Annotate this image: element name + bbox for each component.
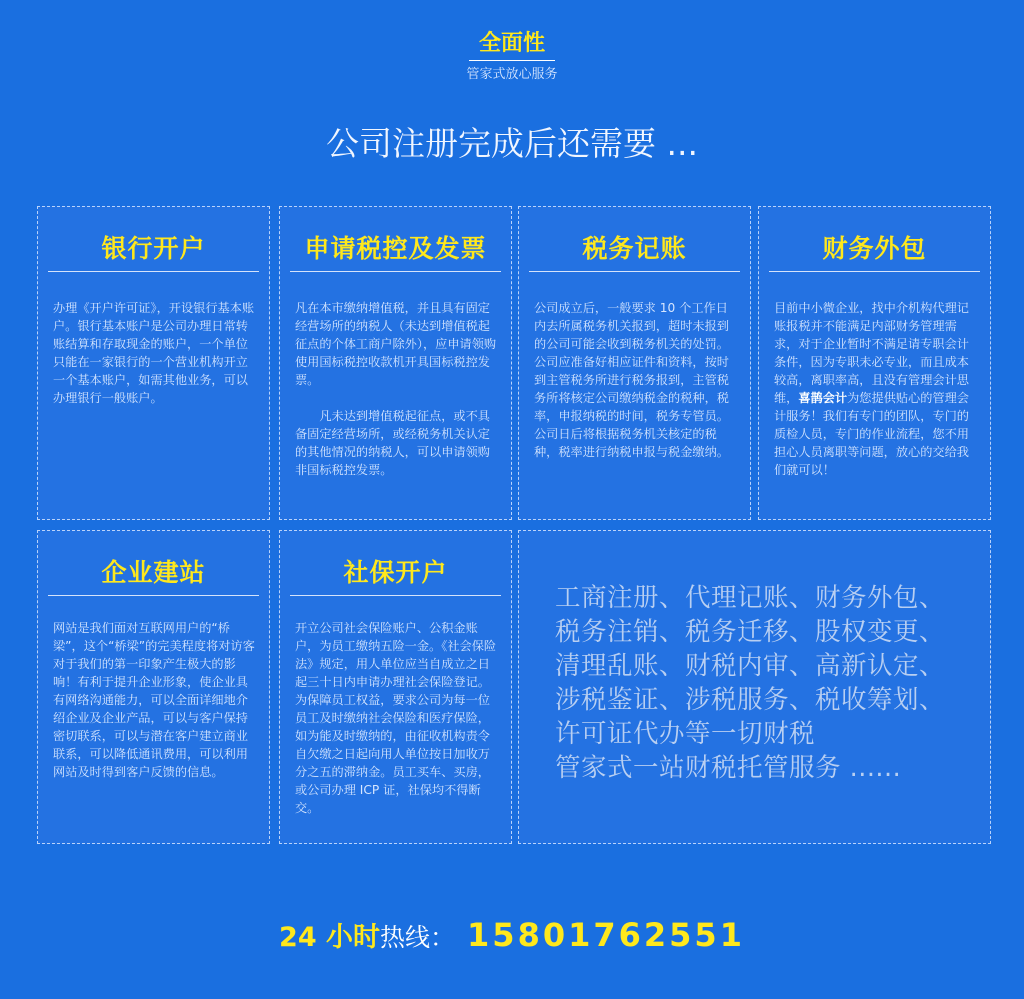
- card-body: 办理《开户许可证》，开设银行基本账户。银行基本账户是公司办理日常转账结算和存取现金的账户，一个单位只能在一家银行的一个营业机构开立一个基本账户，如需其他业务，可以办理银行一般账户。: [53, 301, 255, 405]
- card-title: 银行开户: [48, 229, 259, 272]
- services-panel: [518, 530, 991, 844]
- headline: 公司注册完成后还需要 ...: [326, 124, 698, 163]
- card-body-text: 目前中小微企业，找中介机构代理记账报税并不能满足内部财务管理需求，对于企业暂时不满足请专职会计条件，因为专职未必专业，而且成本较高，离职率高，且没有管理会计思维，: [774, 301, 969, 405]
- card-body: [774, 299, 976, 479]
- header: [0, 26, 1024, 82]
- hotline: [0, 915, 1024, 954]
- card-body: 网站是我们面对互联网用户的“桥梁”，这个“桥梁”的完美程度将对访客对于我们的第一印象产生极大的影响！有利于提升企业形象，使企业具有网络沟通能力，可以全面详细地介绍企业及企业产品，可以与客户保持密切联系，可以与潜在客户建立商业联系，可以降低通讯费用，可以利用网站及时得到客户反馈的信息。: [53, 621, 255, 779]
- card-tax-invoice: [279, 206, 512, 520]
- card-social-insurance: [279, 530, 512, 844]
- hotline-hours: 24 小时: [279, 922, 381, 953]
- section-title: 全面性: [469, 26, 555, 61]
- services-list: 工商注册、代理记账、财务外包、 税务注销、税务迁移、股权变更、 清理乱账、财税内审、高新认定、 涉税鉴证、涉税服务、税收筹划、 许可证代办等一切财税 管家式一站财税托管服务 ......: [555, 583, 946, 783]
- card-title: 申请税控及发票: [290, 229, 501, 272]
- card-body: 开立公司社会保险账户、公积金账户，为员工缴纳五险一金。《社会保险法》规定，用人单位应当自成立之日起三十日内申请办理社会保险登记。为保障员工权益，要求公司为每一位员工及时缴纳社会保险和医疗保险，如为能及时缴纳的，由征收机构责令自欠缴之日起向用人单位按日加收万分之五的滞纳金。员工买车、买房，或公司办理 ICP 证，社保均不得断交。: [295, 621, 497, 815]
- card-finance-outsourcing: [758, 206, 991, 520]
- card-website: [37, 530, 270, 844]
- card-title: 税务记账: [529, 229, 740, 272]
- card-body: 凡在本市缴纳增值税，并且具有固定经营场所的纳税人（未达到增值税起征点的个体工商户除外），应申请领购使用国标税控收款机开具国标税控发票。 凡未达到增值税起征点，或不具备固定经营场所，或经税务机关认定的其他情况的纳税人，可以申请领购非国标税控发票。: [295, 301, 497, 477]
- section-subtitle: 管家式放心服务: [466, 67, 558, 82]
- card-title: 企业建站: [48, 553, 259, 596]
- hotline-label: 热线：: [380, 923, 456, 952]
- card-title: 社保开户: [290, 553, 501, 596]
- card-body: 公司成立后，一般要求 10 个工作日内去所属税务机关报到，超时未报到的公司可能会收到税务机关的处罚。公司应准备好相应证件和资料，按时到主管税务所进行税务报到，主管税务所将核定公司缴纳税金的税种，税率，申报纳税的时间，税务专管员。公司日后将根据税务机关核定的税种，税率进行纳税申报与税金缴纳。: [534, 301, 729, 459]
- card-bank-account: [37, 206, 270, 520]
- card-title: 财务外包: [769, 229, 980, 272]
- card-body-text: 为您提供贴心的管理会计服务！我们有专门的团队，专门的质检人员，专门的作业流程，您不用担心人员离职等问题，放心的交给我们就可以！: [774, 391, 969, 477]
- brand-name: 喜鹊会计: [798, 391, 848, 405]
- card-tax-bookkeeping: [518, 206, 751, 520]
- hotline-phone[interactable]: 15801762551: [467, 916, 745, 954]
